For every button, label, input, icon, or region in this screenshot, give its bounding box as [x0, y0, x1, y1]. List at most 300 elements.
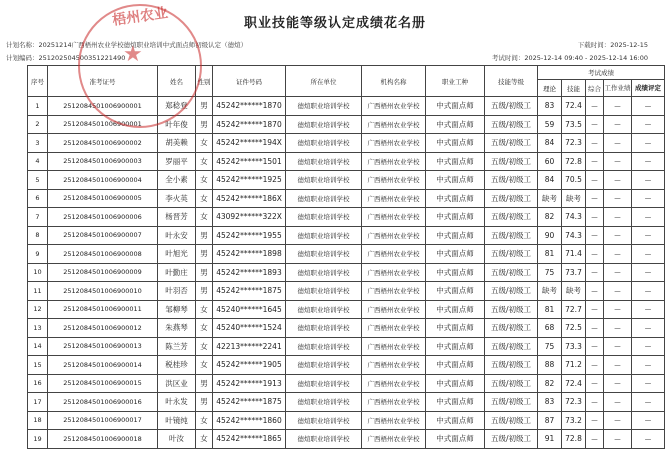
row-grade: —: [632, 337, 665, 356]
row-id-no: 45242******1865: [213, 430, 286, 449]
row-name: 叶镜纯: [158, 411, 196, 430]
row-company: 德煊职业培训学校: [286, 189, 362, 208]
row-work: —: [604, 189, 632, 208]
row-seq: 9: [28, 245, 48, 264]
row-occupation: 中式面点师: [426, 263, 485, 282]
row-skill: 73.3: [562, 337, 586, 356]
row-gender: 男: [196, 393, 213, 412]
row-seq: 14: [28, 337, 48, 356]
row-grade: —: [632, 282, 665, 301]
row-gender: 男: [196, 226, 213, 245]
row-comprehensive: —: [586, 337, 604, 356]
row-gender: 女: [196, 152, 213, 171]
row-gender: 男: [196, 245, 213, 264]
row-name: 胡美赖: [158, 134, 196, 153]
row-company: 德煊职业培训学校: [286, 411, 362, 430]
row-org: 广西梧州农业学校: [362, 208, 426, 227]
row-skill: 72.7: [562, 300, 586, 319]
plan-name-value: 20251214广西梧州农业学校德煊职业培训中式面点师初级认定（德煊）: [38, 41, 248, 49]
row-level: 五级/初级工: [485, 393, 538, 412]
exam-time-label: 考试时间：: [491, 54, 525, 62]
row-seq: 8: [28, 226, 48, 245]
row-org: 广西梧州农业学校: [362, 115, 426, 134]
row-occupation: 中式面点师: [426, 393, 485, 412]
row-id-no: 42213******2241: [213, 337, 286, 356]
row-name: 郑稔登: [158, 97, 196, 116]
row-company: 德煊职业培训学校: [286, 430, 362, 449]
row-skill: 72.4: [562, 374, 586, 393]
table-row: [28, 226, 665, 245]
row-grade: —: [632, 226, 665, 245]
row-comprehensive: —: [586, 393, 604, 412]
row-exam-no: 2512084501006900015: [48, 374, 158, 393]
row-exam-no: 2512084501006900010: [48, 282, 158, 301]
row-theory: 87: [538, 411, 562, 430]
header-occupation: 职业工种: [426, 66, 485, 97]
row-exam-no: 2512084501006900001: [48, 97, 158, 116]
row-name: 叶勤庄: [158, 263, 196, 282]
row-theory: 60: [538, 152, 562, 171]
header-comprehensive: 综合: [586, 80, 604, 97]
table-row: [28, 337, 665, 356]
row-seq: 3: [28, 134, 48, 153]
exam-time-value: 2025-12-14 09:40 - 2025-12-14 16:00: [524, 54, 648, 62]
row-org: 广西梧州农业学校: [362, 171, 426, 190]
row-grade: —: [632, 245, 665, 264]
row-grade: —: [632, 97, 665, 116]
row-level: 五级/初级工: [485, 356, 538, 375]
row-org: 广西梧州农业学校: [362, 152, 426, 171]
row-occupation: 中式面点师: [426, 208, 485, 227]
row-gender: 男: [196, 374, 213, 393]
row-theory: 83: [538, 393, 562, 412]
row-name: 杨晋芳: [158, 208, 196, 227]
row-grade: —: [632, 208, 665, 227]
row-org: 广西梧州农业学校: [362, 356, 426, 375]
row-theory: 83: [538, 97, 562, 116]
row-level: 五级/初级工: [485, 245, 538, 264]
row-level: 五级/初级工: [485, 226, 538, 245]
row-id-no: 45242******1875: [213, 393, 286, 412]
row-theory: 68: [538, 319, 562, 338]
row-level: 五级/初级工: [485, 374, 538, 393]
row-name: 叶羽否: [158, 282, 196, 301]
row-gender: 女: [196, 208, 213, 227]
row-name: 叶旭光: [158, 245, 196, 264]
row-skill: 73.5: [562, 115, 586, 134]
row-occupation: 中式面点师: [426, 337, 485, 356]
row-work: —: [604, 208, 632, 227]
row-level: 五级/初级工: [485, 319, 538, 338]
row-occupation: 中式面点师: [426, 245, 485, 264]
row-occupation: 中式面点师: [426, 411, 485, 430]
row-seq: 18: [28, 411, 48, 430]
row-name: 叶汝: [158, 430, 196, 449]
row-work: —: [604, 300, 632, 319]
row-gender: 男: [196, 97, 213, 116]
row-work: —: [604, 374, 632, 393]
plan-code-label: 计划编码：: [6, 54, 39, 62]
row-comprehensive: —: [586, 171, 604, 190]
row-theory: 缺考: [538, 282, 562, 301]
row-gender: 男: [196, 282, 213, 301]
row-id-no: 45242******1501: [213, 152, 286, 171]
row-name: 邹柳琴: [158, 300, 196, 319]
row-exam-no: 2512084501006900009: [48, 263, 158, 282]
row-work: —: [604, 356, 632, 375]
row-seq: 16: [28, 374, 48, 393]
row-gender: 女: [196, 300, 213, 319]
row-comprehensive: —: [586, 411, 604, 430]
plan-code-value: 251202504500351221490: [38, 54, 126, 62]
table-row: [28, 393, 665, 412]
table-row: [28, 319, 665, 338]
row-org: 广西梧州农业学校: [362, 134, 426, 153]
row-occupation: 中式面点师: [426, 115, 485, 134]
row-skill: 74.3: [562, 226, 586, 245]
row-exam-no: 2512084501006900016: [48, 393, 158, 412]
row-exam-no: 2512084501006900013: [48, 337, 158, 356]
row-seq: 15: [28, 356, 48, 375]
seal-star-icon: ★: [123, 42, 143, 67]
row-level: 五级/初级工: [485, 189, 538, 208]
row-exam-no: 2512084501006900005: [48, 189, 158, 208]
row-gender: 女: [196, 337, 213, 356]
row-grade: —: [632, 374, 665, 393]
download-time-label: 下载时间：: [577, 41, 611, 49]
document-title: 职业技能等级认定成绩花名册: [243, 16, 426, 31]
header-id-no: 证件号码: [213, 66, 286, 97]
header-work-performance: 工作业绩: [604, 80, 632, 97]
row-company: 德煊职业培训学校: [286, 226, 362, 245]
row-occupation: 中式面点师: [426, 300, 485, 319]
row-id-no: 45242******1860: [213, 411, 286, 430]
row-gender: 女: [196, 171, 213, 190]
row-work: —: [604, 282, 632, 301]
row-theory: 90: [538, 226, 562, 245]
row-org: 广西梧州农业学校: [362, 282, 426, 301]
row-id-no: 45242******1893: [213, 263, 286, 282]
row-id-no: 43092******322X: [213, 208, 286, 227]
table-row: [28, 430, 665, 449]
row-theory: 75: [538, 263, 562, 282]
row-org: 广西梧州农业学校: [362, 430, 426, 449]
header-grade: 成绩评定: [632, 80, 665, 97]
row-company: 德煊职业培训学校: [286, 152, 362, 171]
row-grade: —: [632, 115, 665, 134]
header-level: 技能等级: [485, 66, 538, 97]
row-company: 德煊职业培训学校: [286, 208, 362, 227]
row-gender: 男: [196, 263, 213, 282]
row-grade: —: [632, 393, 665, 412]
row-gender: 女: [196, 411, 213, 430]
row-level: 五级/初级工: [485, 300, 538, 319]
row-occupation: 中式面点师: [426, 356, 485, 375]
row-exam-no: 2512084501006900018: [48, 430, 158, 449]
table-row: [28, 115, 665, 134]
row-name: 罗丽平: [158, 152, 196, 171]
row-occupation: 中式面点师: [426, 282, 485, 301]
row-work: —: [604, 263, 632, 282]
row-skill: 72.8: [562, 152, 586, 171]
row-seq: 11: [28, 282, 48, 301]
row-grade: —: [632, 411, 665, 430]
row-grade: —: [632, 189, 665, 208]
header-row-1: [28, 66, 665, 80]
row-skill: 72.4: [562, 97, 586, 116]
row-skill: 72.8: [562, 430, 586, 449]
row-id-no: 45240******1524: [213, 319, 286, 338]
row-org: 广西梧州农业学校: [362, 411, 426, 430]
row-gender: 女: [196, 319, 213, 338]
row-comprehensive: —: [586, 115, 604, 134]
row-level: 五级/初级工: [485, 208, 538, 227]
row-skill: 72.5: [562, 319, 586, 338]
row-name: 全小素: [158, 171, 196, 190]
row-seq: 7: [28, 208, 48, 227]
row-skill: 70.5: [562, 171, 586, 190]
row-grade: —: [632, 319, 665, 338]
row-level: 五级/初级工: [485, 337, 538, 356]
row-org: 广西梧州农业学校: [362, 300, 426, 319]
row-level: 五级/初级工: [485, 282, 538, 301]
row-seq: 17: [28, 393, 48, 412]
download-time-value: 2025-12-15: [610, 41, 648, 49]
row-level: 五级/初级工: [485, 171, 538, 190]
table-row: [28, 300, 665, 319]
row-gender: 女: [196, 134, 213, 153]
table-row: [28, 208, 665, 227]
row-grade: —: [632, 430, 665, 449]
row-seq: 12: [28, 300, 48, 319]
exam-time: [492, 53, 648, 62]
row-org: 广西梧州农业学校: [362, 374, 426, 393]
row-exam-no: 2512084501006900006: [48, 208, 158, 227]
row-occupation: 中式面点师: [426, 374, 485, 393]
row-skill: 72.3: [562, 393, 586, 412]
plan-name: [6, 40, 247, 49]
row-theory: 91: [538, 430, 562, 449]
row-theory: 84: [538, 134, 562, 153]
official-seal-text: 梧州农业: [111, 5, 169, 29]
row-comprehensive: —: [586, 356, 604, 375]
row-exam-no: 2512084501006900008: [48, 245, 158, 264]
row-company: 德煊职业培训学校: [286, 300, 362, 319]
row-occupation: 中式面点师: [426, 430, 485, 449]
row-name: 叶永安: [158, 226, 196, 245]
header-skill: 技能: [562, 80, 586, 97]
row-exam-no: 2512084501006900014: [48, 356, 158, 375]
table-row: [28, 189, 665, 208]
row-work: —: [604, 152, 632, 171]
row-org: 广西梧州农业学校: [362, 393, 426, 412]
row-company: 德煊职业培训学校: [286, 356, 362, 375]
row-company: 德煊职业培训学校: [286, 282, 362, 301]
row-company: 德煊职业培训学校: [286, 134, 362, 153]
row-comprehensive: —: [586, 152, 604, 171]
row-skill: 71.4: [562, 245, 586, 264]
row-exam-no: 2512084501006900007: [48, 226, 158, 245]
row-org: 广西梧州农业学校: [362, 245, 426, 264]
row-level: 五级/初级工: [485, 97, 538, 116]
row-comprehensive: —: [586, 282, 604, 301]
row-work: —: [604, 337, 632, 356]
row-level: 五级/初级工: [485, 411, 538, 430]
row-comprehensive: —: [586, 189, 604, 208]
row-level: 五级/初级工: [485, 134, 538, 153]
header-seq: 序号: [28, 66, 48, 97]
header-org: 机构名称: [362, 66, 426, 97]
score-table: [27, 65, 665, 449]
row-id-no: 45242******186X: [213, 189, 286, 208]
row-comprehensive: —: [586, 226, 604, 245]
row-gender: 女: [196, 430, 213, 449]
row-name: 叶年俊: [158, 115, 196, 134]
row-seq: 5: [28, 171, 48, 190]
row-name: 陈兰芳: [158, 337, 196, 356]
row-theory: 81: [538, 245, 562, 264]
table-row: [28, 171, 665, 190]
row-skill: 72.3: [562, 134, 586, 153]
row-comprehensive: —: [586, 245, 604, 264]
row-exam-no: 2512084501006900011: [48, 300, 158, 319]
row-comprehensive: —: [586, 300, 604, 319]
row-org: 广西梧州农业学校: [362, 189, 426, 208]
table-row: [28, 97, 665, 116]
row-id-no: 45242******1870: [213, 115, 286, 134]
row-occupation: 中式面点师: [426, 226, 485, 245]
row-skill: 缺考: [562, 189, 586, 208]
row-id-no: 45242******1925: [213, 171, 286, 190]
row-id-no: 45242******1955: [213, 226, 286, 245]
row-grade: —: [632, 152, 665, 171]
header-company: 所在单位: [286, 66, 362, 97]
row-skill: 73.2: [562, 411, 586, 430]
row-seq: 6: [28, 189, 48, 208]
row-name: 朱燕琴: [158, 319, 196, 338]
row-occupation: 中式面点师: [426, 171, 485, 190]
row-gender: 女: [196, 189, 213, 208]
download-time: [578, 40, 648, 49]
row-grade: —: [632, 134, 665, 153]
row-seq: 19: [28, 430, 48, 449]
row-id-no: 45242******1905: [213, 356, 286, 375]
row-skill: 缺考: [562, 282, 586, 301]
row-name: 李火英: [158, 189, 196, 208]
row-level: 五级/初级工: [485, 152, 538, 171]
row-name: 税桂珍: [158, 356, 196, 375]
row-comprehensive: —: [586, 97, 604, 116]
row-company: 德煊职业培训学校: [286, 337, 362, 356]
row-gender: 女: [196, 356, 213, 375]
row-theory: 82: [538, 208, 562, 227]
row-occupation: 中式面点师: [426, 189, 485, 208]
header-exam-no: 准考证号: [48, 66, 158, 97]
row-id-no: 45240******1645: [213, 300, 286, 319]
row-org: 广西梧州农业学校: [362, 319, 426, 338]
row-theory: 82: [538, 374, 562, 393]
row-occupation: 中式面点师: [426, 152, 485, 171]
header-gender: 性别: [196, 66, 213, 97]
row-comprehensive: —: [586, 134, 604, 153]
row-work: —: [604, 393, 632, 412]
row-occupation: 中式面点师: [426, 134, 485, 153]
row-work: —: [604, 226, 632, 245]
row-comprehensive: —: [586, 374, 604, 393]
table-row: [28, 245, 665, 264]
row-skill: 71.2: [562, 356, 586, 375]
row-org: 广西梧州农业学校: [362, 97, 426, 116]
table-row: [28, 374, 665, 393]
row-seq: 13: [28, 319, 48, 338]
plan-name-label: 计划名称：: [6, 41, 39, 49]
row-exam-no: 2512084501006900003: [48, 152, 158, 171]
row-occupation: 中式面点师: [426, 97, 485, 116]
row-work: —: [604, 411, 632, 430]
row-comprehensive: —: [586, 319, 604, 338]
row-work: —: [604, 97, 632, 116]
row-seq: 1: [28, 97, 48, 116]
row-grade: —: [632, 300, 665, 319]
row-name: 叶永发: [158, 393, 196, 412]
row-exam-no: 2512084501006900004: [48, 171, 158, 190]
row-work: —: [604, 430, 632, 449]
row-level: 五级/初级工: [485, 115, 538, 134]
row-company: 德煊职业培训学校: [286, 171, 362, 190]
row-seq: 4: [28, 152, 48, 171]
row-occupation: 中式面点师: [426, 319, 485, 338]
row-theory: 84: [538, 171, 562, 190]
table-row: [28, 282, 665, 301]
row-seq: 10: [28, 263, 48, 282]
row-grade: —: [632, 171, 665, 190]
row-comprehensive: —: [586, 430, 604, 449]
row-theory: 88: [538, 356, 562, 375]
row-id-no: 45242******1913: [213, 374, 286, 393]
row-exam-no: 2512084501006900012: [48, 319, 158, 338]
row-work: —: [604, 245, 632, 264]
row-company: 德煊职业培训学校: [286, 97, 362, 116]
row-company: 德煊职业培训学校: [286, 393, 362, 412]
row-id-no: 45242******1870: [213, 97, 286, 116]
table-row: [28, 263, 665, 282]
row-work: —: [604, 134, 632, 153]
table-row: [28, 356, 665, 375]
row-company: 德煊职业培训学校: [286, 115, 362, 134]
row-comprehensive: —: [586, 208, 604, 227]
row-skill: 74.3: [562, 208, 586, 227]
header-scores-group: 考试成绩: [538, 66, 665, 80]
row-theory: 81: [538, 300, 562, 319]
table-row: [28, 411, 665, 430]
row-company: 德煊职业培训学校: [286, 245, 362, 264]
row-id-no: 45242******1898: [213, 245, 286, 264]
row-id-no: 45242******1875: [213, 282, 286, 301]
row-gender: 男: [196, 115, 213, 134]
row-org: 广西梧州农业学校: [362, 337, 426, 356]
row-work: —: [604, 115, 632, 134]
row-company: 德煊职业培训学校: [286, 319, 362, 338]
table-row: [28, 134, 665, 153]
row-company: 德煊职业培训学校: [286, 374, 362, 393]
row-exam-no: 2512084501006900001: [48, 115, 158, 134]
row-exam-no: 2512084501006900002: [48, 134, 158, 153]
row-level: 五级/初级工: [485, 430, 538, 449]
row-skill: 73.7: [562, 263, 586, 282]
row-grade: —: [632, 356, 665, 375]
row-theory: 59: [538, 115, 562, 134]
row-seq: 2: [28, 115, 48, 134]
